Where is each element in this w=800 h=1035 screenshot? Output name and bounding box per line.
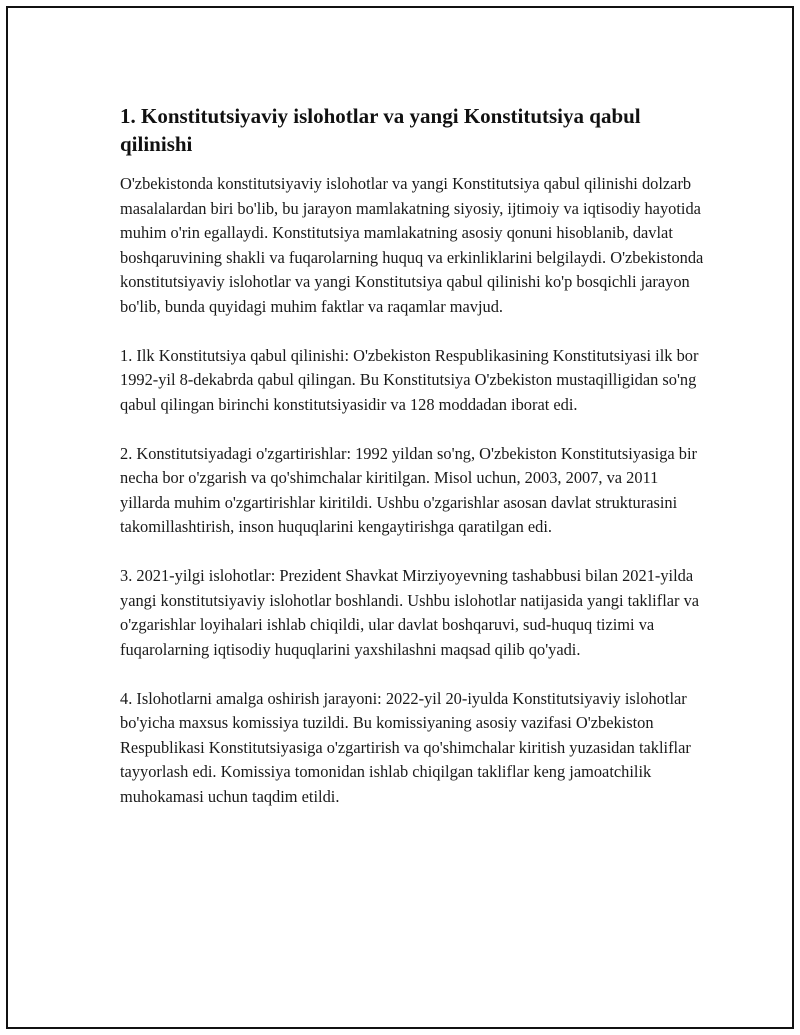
document-body bbox=[120, 102, 710, 834]
intro-paragraph: O'zbekistonda konstitutsiyaviy islohotlar va yangi Konstitutsiya qabul qilinishi dolzarb masalalardan biri bo'lib, bu jarayon mamlakatning siyosiy, ijtimoiy va iqtisodiy hayotida muhim o'rin egallaydi. Konstitutsiya mamlakatning asosiy qonuni hisoblanib, davlat boshqaruvining shakli va fuqarolarning huquq va erkinliklarini belgilaydi. O'zbekistonda konstitutsiyaviy islohotlar va yangi Konstitutsiya qabul qilinishi ko'p bosqichli jarayon bo'lib, bunda quyidagi muhim faktlar va raqamlar mavjud. bbox=[120, 174, 704, 316]
paragraph-amendments: 2. Konstitutsiyadagi o'zgartirishlar: 1992 yildan so'ng, O'zbekiston Konstitutsiyasiga bir necha bor o'zgarish va qo'shimchalar kiritilgan. Misol uchun, 2003, 2007, va 2011 yillarda muhim o'zgartirishlar kiritildi. Ushbu o'zgarishlar asosan davlat strukturasini takomillashtirish, inson huquqlarini kengaytirishga qaratilgan edi. bbox=[120, 443, 698, 536]
paragraph-first-constitution: 1. Ilk Konstitutsiya qabul qilinishi: O'zbekiston Respublikasining Konstitutsiyasi ilk bor 1992-yil 8-dekabrda qabul qilingan. Bu Konstitutsiya O'zbekiston mustaqilligidan so'ng qabul qilingan birinchi konstitutsiyasidir va 128 moddadan iborat edi. bbox=[120, 345, 699, 414]
paragraph-implementation: 4. Islohotlarni amalga oshirish jarayoni: 2022-yil 20-iyulda Konstitutsiyaviy islohotlar bo'yicha maxsus komissiya tuzildi. Bu komissiyaning asosiy vazifasi O'zbekiston Respublikasi Konstitutsiyasiga o'zgartirish va qo'shimchalar kiritish yuzasidan takliflar tayyorlash edi. Komissiya tomonidan ishlab chiqilgan takliflar keng jamoatchilik muhokamasi uchun taqdim etildi. bbox=[120, 688, 691, 806]
document-page bbox=[6, 6, 794, 1029]
paragraph-2021-reforms: 3. 2021-yilgi islohotlar: Prezident Shavkat Mirziyoyevning tashabbusi bilan 2021-yilda yangi konstitutsiyaviy islohotlar boshlandi. Ushbu islohotlar natijasida yangi takliflar va o'zgarishlar loyihalari ishlab chiqildi, ular davlat boshqaruvi, sud-huquq tizimi va fuqarolarning iqtisodiy huquqlarini yaxshilashni maqsad qilib qo'yadi. bbox=[120, 566, 700, 659]
section-heading: 1. Konstitutsiyaviy islohotlar va yangi Konstitutsiya qabul qilinishi bbox=[120, 104, 641, 156]
